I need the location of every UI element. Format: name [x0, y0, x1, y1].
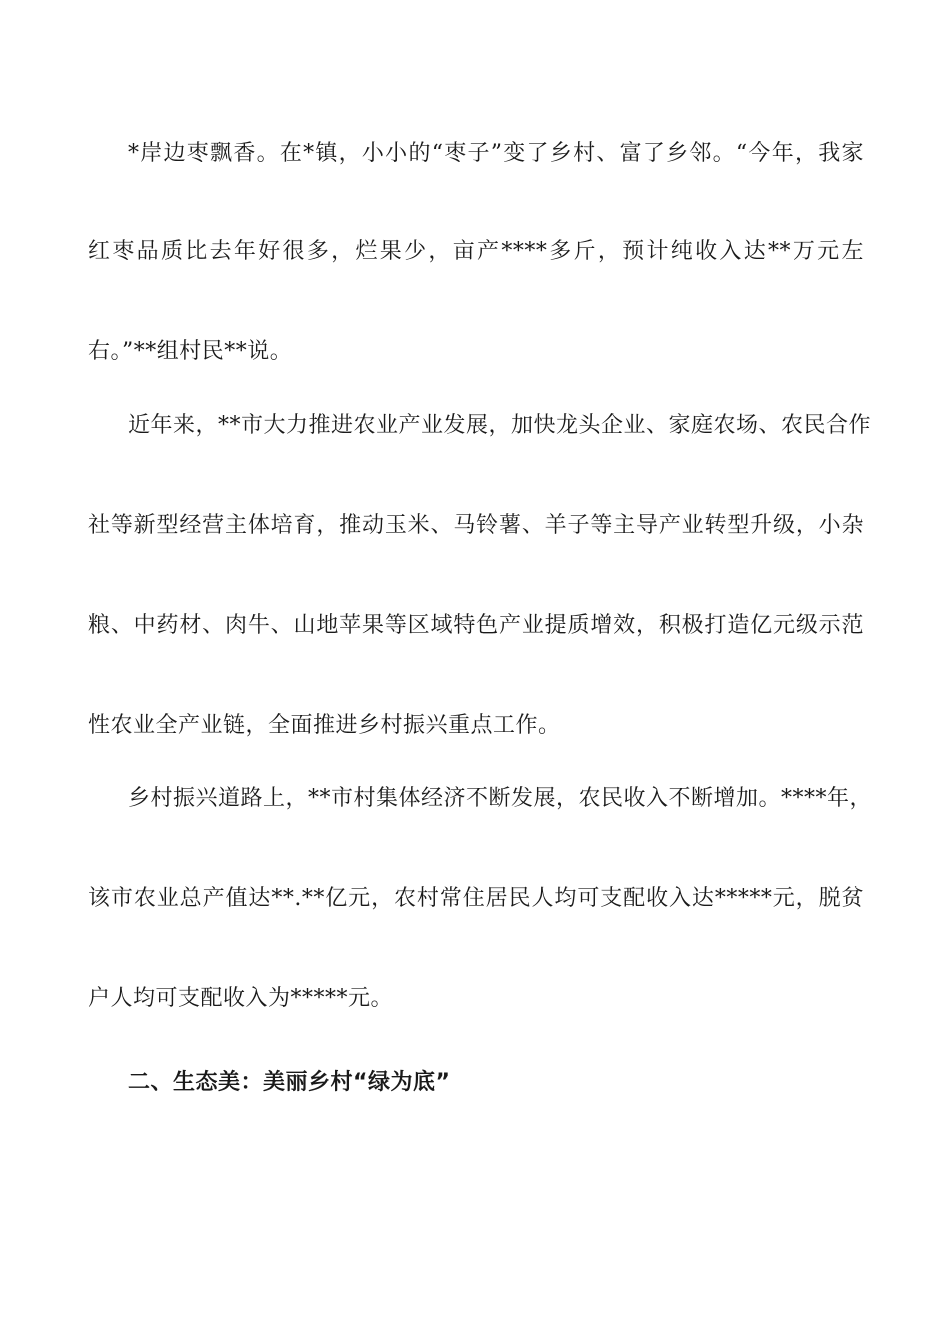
paragraph-3-line-2: 该市农业总产值达**.**亿元，农村常住居民人均可支配收入达*****元，脱贫 — [88, 886, 864, 911]
paragraph-2-line-3: 粮、中药材、肉牛、山地苹果等区域特色产业提质增效，积极打造亿元级示范 — [88, 613, 864, 638]
paragraph-1-line-1: *岸边枣飘香。在*镇，小小的“枣子”变了乡村、富了乡邻。“今年，我家 — [128, 141, 864, 166]
paragraph-3-line-3: 户人均可支配收入为*****元。 — [88, 986, 394, 1011]
paragraph-2-line-4: 性农业全产业链，全面推进乡村振兴重点工作。 — [88, 713, 561, 738]
paragraph-2-line-1: 近年来，**市大力推进农业产业发展，加快龙头企业、家庭农场、农民合作 — [128, 413, 872, 438]
paragraph-2-line-2: 社等新型经营主体培育，推动玉米、马铃薯、羊子等主导产业转型升级，小杂 — [88, 513, 864, 538]
paragraph-3-line-1: 乡村振兴道路上，**市村集体经济不断发展，农民收入不断增加。****年， — [128, 786, 873, 811]
paragraph-1-line-3: 右。”**组村民**说。 — [88, 339, 293, 364]
paragraph-1-line-2: 红枣品质比去年好很多，烂果少，亩产****多斤，预计纯收入达**万元左 — [88, 239, 864, 264]
section-heading: 二、生态美：美丽乡村“绿为底” — [128, 1070, 451, 1095]
